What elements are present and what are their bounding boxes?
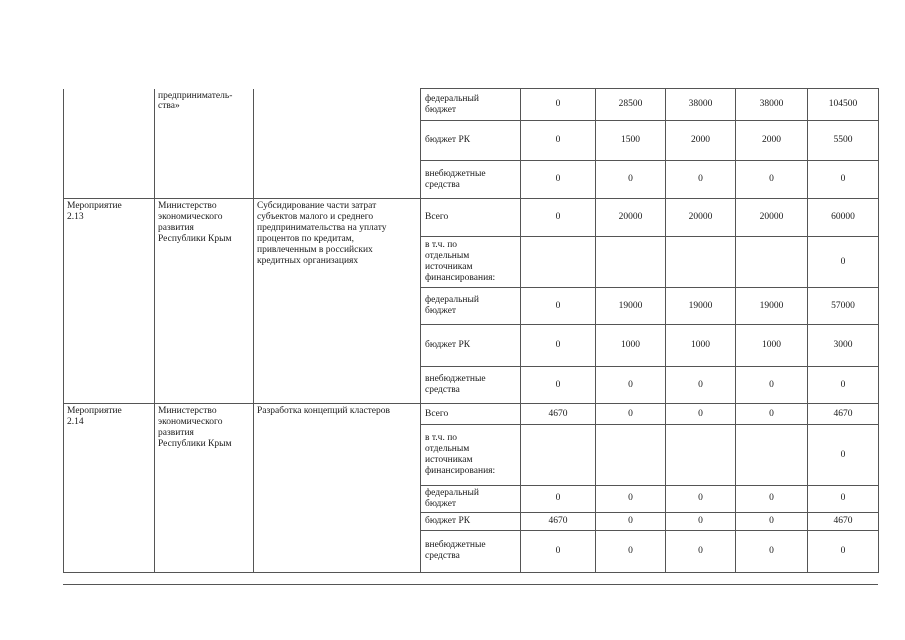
value-total: [808, 530, 879, 572]
value-total-text: 0: [840, 449, 846, 460]
table-row: [64, 89, 879, 121]
value-year-2-text: 0: [628, 408, 633, 419]
funding-source: [421, 325, 521, 367]
value-year-4: [736, 486, 808, 513]
description-cell-text: Субсидирование части затрат субъектов малого и среднего предпринимательства на уплату процентов по кредитам, привлеченным в российских кредитных организациях: [257, 201, 387, 266]
value-total-text: 0: [840, 493, 846, 504]
value-year-4: [736, 325, 808, 367]
value-year-2-text: 0: [628, 515, 633, 526]
funding-source: [421, 425, 521, 486]
value-year-1-text: 0: [555, 135, 561, 146]
value-year-2-text: 19000: [618, 300, 643, 311]
value-year-4: [736, 404, 808, 425]
value-total-text: 0: [840, 174, 846, 185]
value-year-3: [666, 161, 736, 199]
value-year-3: [666, 512, 736, 530]
value-year-1: [521, 121, 596, 161]
value-year-3-text: 0: [698, 545, 703, 556]
value-year-4-text: 0: [769, 174, 774, 185]
executor-cell-text: Министерство экономического развития Республики Крым: [158, 406, 232, 449]
value-year-3: [666, 199, 736, 237]
value-year-3-text: 0: [698, 408, 703, 419]
funding-source-text: внебюджетные средства: [425, 168, 486, 190]
value-year-3-text: 2000: [691, 135, 710, 146]
value-total: [808, 288, 879, 325]
value-year-3-text: 38000: [688, 99, 713, 110]
value-total: [808, 404, 879, 425]
value-year-2-text: 1000: [621, 340, 640, 351]
value-year-3-text: 0: [698, 515, 703, 526]
value-year-2: [596, 199, 666, 237]
funding-source: [421, 237, 521, 288]
executor-cell: [155, 404, 254, 573]
value-year-1: [521, 288, 596, 325]
measure-id-cell: [64, 89, 155, 199]
description-cell-text: Разработка концепций кластеров: [257, 406, 391, 416]
value-year-2: [596, 486, 666, 513]
value-total: [808, 237, 879, 288]
value-year-2-text: 0: [628, 493, 633, 504]
value-total-text: 0: [840, 545, 846, 556]
funding-source-text: бюджет РК: [425, 340, 471, 351]
funding-source: [421, 121, 521, 161]
value-total: [808, 89, 879, 121]
value-year-1: [521, 367, 596, 404]
value-total: [808, 486, 879, 513]
funding-source: [421, 367, 521, 404]
value-total-text: 3000: [833, 340, 853, 351]
value-total-text: 5500: [833, 135, 853, 146]
value-year-1: [521, 199, 596, 237]
funding-source-text: бюджет РК: [425, 515, 471, 526]
value-year-3-text: 20000: [688, 212, 713, 223]
value-year-4: [736, 237, 808, 288]
value-total: [808, 121, 879, 161]
value-year-1-text: 4670: [548, 515, 568, 526]
value-year-3: [666, 325, 736, 367]
executor-cell-text: Министерство экономического развития Республики Крым: [158, 201, 232, 244]
value-year-4: [736, 367, 808, 404]
funding-source: [421, 161, 521, 199]
funding-source-text: федеральный бюджет: [425, 295, 479, 316]
value-total-text: 57000: [831, 300, 855, 311]
value-year-4-text: 0: [769, 493, 774, 504]
value-year-3-text: 0: [698, 493, 703, 504]
value-year-2: [596, 425, 666, 486]
value-year-3: [666, 237, 736, 288]
funding-source-text: в т.ч. по отдельным источникам финансирования:: [425, 433, 496, 476]
value-year-4: [736, 288, 808, 325]
value-year-4: [736, 530, 808, 572]
value-year-2-text: 28500: [618, 99, 643, 110]
value-year-4: [736, 161, 808, 199]
value-year-3: [666, 486, 736, 513]
value-year-3: [666, 89, 736, 121]
value-year-4-text: 2000: [762, 135, 781, 146]
funding-source-text: Всего: [425, 212, 449, 223]
funding-source-text: бюджет РК: [425, 135, 471, 146]
funding-source-text: Всего: [425, 408, 449, 419]
value-year-1-text: 0: [555, 545, 561, 556]
value-year-1: [521, 89, 596, 121]
measure-id-cell-text: Мероприятие 2.14: [67, 406, 122, 427]
table-row: [64, 199, 879, 237]
value-total: [808, 367, 879, 404]
funding-source: [421, 512, 521, 530]
executor-cell: [155, 199, 254, 404]
value-year-1: [521, 237, 596, 288]
value-year-1-text: 0: [555, 174, 561, 185]
value-year-1: [521, 530, 596, 572]
value-year-2-text: 0: [628, 545, 633, 556]
value-total: [808, 512, 879, 530]
description-cell: [254, 199, 421, 404]
value-year-2: [596, 325, 666, 367]
value-year-1: [521, 404, 596, 425]
value-year-2: [596, 89, 666, 121]
value-year-1-text: 0: [555, 99, 561, 110]
value-year-4-text: 0: [769, 408, 774, 419]
value-year-2: [596, 530, 666, 572]
measure-id-cell: [64, 404, 155, 573]
budget-table-body: [64, 89, 879, 573]
measure-id-cell-text: Мероприятие 2.13: [67, 201, 122, 222]
value-year-1-text: 0: [555, 300, 561, 311]
funding-source: [421, 199, 521, 237]
value-year-2: [596, 404, 666, 425]
value-year-4-text: 38000: [759, 99, 784, 110]
value-year-2: [596, 288, 666, 325]
value-total: [808, 425, 879, 486]
value-year-1-text: 4670: [548, 408, 568, 419]
value-year-4-text: 0: [769, 545, 774, 556]
value-year-1-text: 0: [555, 493, 561, 504]
funding-source-text: внебюджетные средства: [425, 540, 486, 562]
value-year-1: [521, 486, 596, 513]
value-year-3-text: 19000: [688, 300, 713, 311]
value-total: [808, 161, 879, 199]
table-bottom-rule: [63, 572, 878, 573]
value-year-4: [736, 512, 808, 530]
value-year-2-text: 1500: [621, 135, 640, 146]
value-year-3-text: 1000: [691, 340, 710, 351]
value-year-3: [666, 367, 736, 404]
value-year-4-text: 0: [769, 515, 774, 526]
description-cell: [254, 89, 421, 199]
value-year-1-text: 0: [555, 379, 561, 390]
value-year-4-text: 1000: [762, 340, 781, 351]
value-year-1: [521, 161, 596, 199]
value-year-3: [666, 121, 736, 161]
funding-source: [421, 486, 521, 513]
value-year-3: [666, 288, 736, 325]
executor-cell: [155, 89, 254, 199]
value-total-text: 0: [840, 379, 846, 390]
value-year-2: [596, 121, 666, 161]
funding-source-text: федеральный бюджет: [425, 93, 479, 115]
funding-source: [421, 530, 521, 572]
value-total-text: 4670: [833, 408, 853, 419]
page-bottom-rule: [63, 584, 878, 585]
value-year-3: [666, 404, 736, 425]
funding-source: [421, 288, 521, 325]
value-year-3-text: 0: [698, 379, 703, 390]
description-cell: [254, 404, 421, 573]
executor-cell-text: предприниматель- ства»: [158, 90, 233, 112]
value-year-1: [521, 425, 596, 486]
value-year-4-text: 20000: [759, 212, 784, 223]
budget-table: [63, 88, 879, 573]
funding-source-text: в т.ч. по отдельным источникам финансирования:: [425, 240, 496, 283]
value-year-2-text: 0: [628, 174, 633, 185]
value-year-3: [666, 425, 736, 486]
value-year-1: [521, 325, 596, 367]
value-year-2: [596, 161, 666, 199]
value-year-4-text: 19000: [759, 300, 784, 311]
value-year-4: [736, 89, 808, 121]
value-year-1: [521, 512, 596, 530]
value-year-3: [666, 530, 736, 572]
value-year-2: [596, 237, 666, 288]
value-total-text: 104500: [828, 99, 858, 110]
value-year-2-text: 20000: [618, 212, 643, 223]
funding-source-text: внебюджетные средства: [425, 374, 486, 395]
value-total: [808, 199, 879, 237]
funding-source-text: федеральный бюджет: [425, 488, 479, 509]
value-year-1-text: 0: [555, 212, 561, 223]
value-year-2: [596, 512, 666, 530]
value-year-4: [736, 121, 808, 161]
value-year-2: [596, 367, 666, 404]
value-year-1-text: 0: [555, 340, 561, 351]
table-row: [64, 404, 879, 425]
value-total-text: 60000: [831, 212, 855, 223]
value-year-2-text: 0: [628, 379, 633, 390]
value-total-text: 0: [840, 256, 846, 267]
value-year-4: [736, 425, 808, 486]
value-total: [808, 325, 879, 367]
measure-id-cell: [64, 199, 155, 404]
value-year-4: [736, 199, 808, 237]
value-year-4-text: 0: [769, 379, 774, 390]
funding-source: [421, 404, 521, 425]
value-year-3-text: 0: [698, 174, 703, 185]
funding-source: [421, 89, 521, 121]
value-total-text: 4670: [833, 515, 853, 526]
